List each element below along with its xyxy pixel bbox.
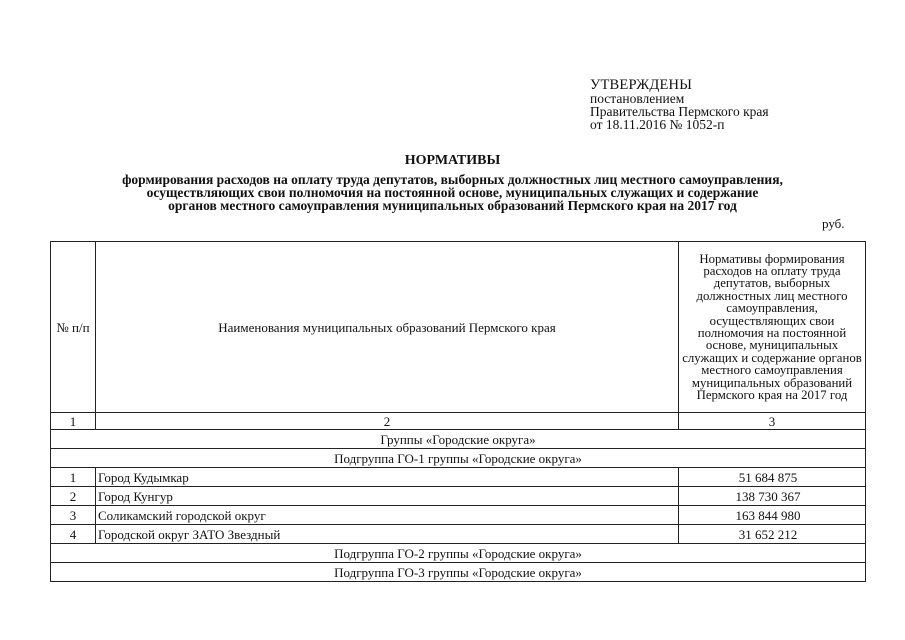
subgroup-label: Подгруппа ГО-3 группы «Городские округа» — [51, 563, 866, 582]
norm-value: 138 730 367 — [679, 487, 866, 506]
approval-line: от 18.11.2016 № 1052-п — [590, 117, 725, 132]
subgroup-label: Подгруппа ГО-2 группы «Городские округа» — [51, 544, 866, 563]
row-number: 2 — [51, 487, 96, 506]
document-subtitle — [40, 173, 865, 212]
norm-value: 31 652 212 — [679, 525, 866, 544]
approval-heading: УТВЕРЖДЕНЫ — [590, 77, 693, 93]
norm-value: 163 844 980 — [679, 506, 866, 525]
column-number-row — [51, 413, 866, 430]
norm-value: 51 684 875 — [679, 468, 866, 487]
header-number: № п/п — [51, 242, 96, 413]
municipality-name: Городской округ ЗАТО Звездный — [96, 525, 679, 544]
group-label: Группы «Городские округа» — [51, 430, 866, 449]
header-municipality: Наименования муниципальных образований Пермского края — [96, 242, 679, 413]
group-row — [51, 430, 866, 449]
subtitle-line: формирования расходов на оплату труда депутатов, выборных должностных лиц местного самоуправления, — [122, 172, 783, 187]
table-row — [51, 525, 866, 544]
column-number: 1 — [51, 413, 96, 430]
column-number: 2 — [96, 413, 679, 430]
municipality-name: Соликамский городской округ — [96, 506, 679, 525]
subgroup-row — [51, 449, 866, 468]
row-number: 1 — [51, 468, 96, 487]
subgroup-label: Подгруппа ГО-1 группы «Городские округа» — [51, 449, 866, 468]
subtitle-line: органов местного самоуправления муниципальных образований Пермского края на 2017 год — [168, 198, 737, 213]
subgroup-row — [51, 544, 866, 563]
table-row — [51, 487, 866, 506]
approval-line: постановлением — [590, 91, 685, 106]
approval-stamp — [590, 79, 769, 131]
municipality-name: Город Кудымкар — [96, 468, 679, 487]
table-row — [51, 506, 866, 525]
header-norms: Нормативы формирования расходов на оплату труда депутатов, выборных должностных лиц местного самоуправления, осуществляющих свои полномочия на постоянной основе, муниципальных служащих и содержание органов местного самоуправления муниципальных образований Пермского края на 2017 год — [679, 242, 866, 413]
table-row — [51, 468, 866, 487]
approval-line: Правительства Пермского края — [590, 104, 769, 119]
norms-table — [50, 241, 866, 582]
table-header-row — [51, 242, 866, 413]
municipality-name: Город Кунгур — [96, 487, 679, 506]
row-number: 4 — [51, 525, 96, 544]
document-title: НОРМАТИВЫ — [404, 153, 501, 168]
currency-unit: руб. — [822, 216, 845, 231]
column-number: 3 — [679, 413, 866, 430]
row-number: 3 — [51, 506, 96, 525]
subtitle-line: осуществляющих свои полномочия на постоянной основе, муниципальных служащих и содержание — [146, 185, 759, 200]
subgroup-row — [51, 563, 866, 582]
